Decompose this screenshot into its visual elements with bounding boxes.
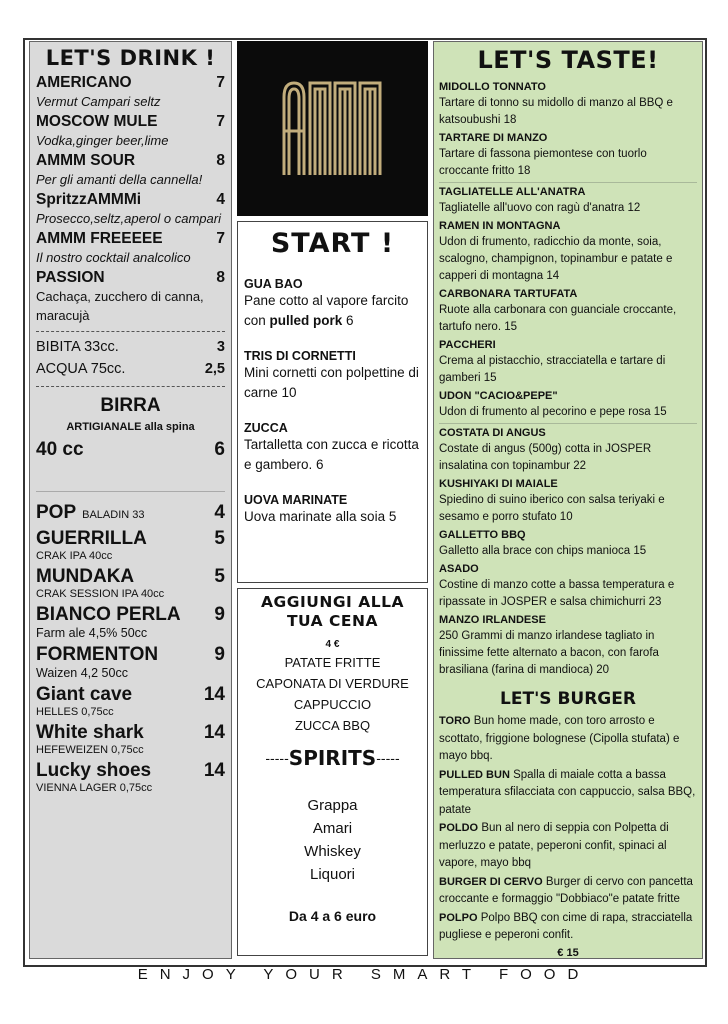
burger-name: POLPO — [439, 911, 478, 924]
cocktail-desc: Prosecco,seltz,aperol o campari — [36, 211, 221, 226]
dish-name: GALLETTO BBQ — [439, 529, 526, 541]
start-item-desc-end: 6 — [342, 313, 354, 328]
bottle-desc: HEFEWEIZEN 0,75cc — [36, 744, 144, 756]
spirits-title: SPIRITS — [288, 746, 377, 770]
dish-desc: Costine di manzo cotte a bassa temperatura e ripassate in JOSPER e salsa chimichurri 23 — [439, 579, 675, 608]
cocktail-name: AMMM FREEEEE — [36, 230, 163, 247]
dish-name: TARTARE DI MANZO — [439, 132, 548, 144]
spirit-item: Grappa — [307, 797, 358, 814]
cocktail-desc: Per gli amanti della cannella! — [36, 172, 203, 187]
bottle-price: 9 — [214, 604, 225, 625]
bottle-name-wrap — [36, 684, 132, 706]
bottle-row — [36, 644, 225, 666]
dish-name: ASADO — [439, 563, 479, 575]
birra-title: BIRRA — [100, 395, 161, 416]
draft-row — [36, 439, 225, 461]
bottle-row — [36, 604, 225, 626]
burger-item — [439, 910, 697, 945]
bottle-price: 14 — [203, 684, 225, 705]
bottle-name: MUNDAKA — [36, 566, 135, 587]
bottle-row — [36, 502, 225, 524]
bottle-tag: BALADIN 33 — [82, 509, 145, 521]
dish-name: UDON "CACIO&PEPE" — [439, 390, 558, 402]
bottle-name: FORMENTON — [36, 644, 159, 665]
bottle-desc: VIENNA LAGER 0,75cc — [36, 782, 153, 794]
dish-desc: Udon di frumento, radicchio da monte, soia, scalogno, champignon, topinambur e patate e capperi di montagna 14 — [439, 236, 673, 282]
cocktail-price: 4 — [216, 191, 225, 208]
burger-name: BURGER DI CERVO — [439, 875, 543, 888]
bottle-name-wrap — [36, 566, 134, 588]
dish-desc: Tartare di fassona piemontese con tuorlo croccante fritto 18 — [439, 148, 647, 177]
bottle-name-wrap — [36, 722, 144, 744]
cocktail-list — [36, 74, 225, 325]
start-item-desc — [244, 507, 421, 527]
dish-desc: Costate di angus (500g) cotta in JOSPER insalatina con topinambur 22 — [439, 443, 652, 472]
dish-desc: Tartare di tonno su midollo di manzo al BBQ e katsoubushi 18 — [439, 97, 673, 126]
bottle-price: 5 — [214, 528, 225, 549]
bottle-price: 14 — [203, 760, 225, 781]
section-divider — [439, 423, 697, 424]
dish-desc: Galletto alla brace con chips manioca 15 — [439, 545, 647, 557]
cocktail-desc: Il nostro cocktail analcolico — [36, 250, 191, 265]
add-item: PATATE FRITTE — [284, 655, 381, 670]
soft-drink-name: ACQUA 75cc. — [36, 361, 126, 377]
taste-title: LET'S TASTE! — [477, 46, 659, 74]
add-title: AGGIUNGI ALLA TUA CENA — [261, 593, 404, 630]
bottle-price: 4 — [214, 502, 225, 523]
bottle-row — [36, 684, 225, 706]
soft-drink-name: BIBITA 33cc. — [36, 339, 119, 355]
drink-panel — [29, 41, 232, 959]
burger-item — [439, 767, 697, 820]
section-divider — [439, 182, 697, 183]
start-item-desc-text: Pane cotto al vapore farcito con — [244, 293, 409, 328]
dish-desc: Spiedino di suino iberico con salsa teriyaki e sesamo e porro stufato 10 — [439, 494, 665, 523]
start-item-name: TRIS DI CORNETTI — [244, 349, 356, 363]
bottle-name-wrap — [36, 760, 151, 782]
burger-name: POLDO — [439, 822, 479, 834]
burger-title: LET'S BURGER — [500, 689, 636, 709]
bottle-row — [36, 722, 225, 744]
soft-drink-price: 2,5 — [204, 361, 225, 377]
dish-name: MIDOLLO TONNATO — [439, 81, 546, 93]
start-item-desc-bold: pulled pork — [269, 313, 343, 328]
cocktail-row — [36, 191, 225, 209]
burger-name: TORO — [439, 715, 471, 727]
soft-drink-row — [36, 358, 225, 380]
draft-size: 40 cc — [36, 439, 84, 460]
dish-desc: Udon di frumento al pecorino e pepe rosa 15 — [439, 406, 667, 418]
start-item-name: GUA BAO — [244, 277, 303, 291]
add-item: ZUCCA BBQ — [294, 718, 371, 733]
start-list — [244, 277, 421, 527]
bottle-name: White shark — [36, 722, 144, 743]
burger-item — [439, 713, 697, 766]
start-item-name: ZUCCA — [244, 421, 288, 435]
burger-desc: Bun al nero di seppia con Polpetta di merluzzo e patate, peperoni confit, spinaci al vapore, mayo bbq — [439, 822, 669, 869]
dash-right: ----- — [376, 752, 400, 767]
spirit-item: Amari — [312, 820, 353, 837]
burger-name: PULLED BUN — [439, 768, 510, 781]
cocktail-desc: Vermut Campari seltz — [36, 94, 161, 109]
add-list — [244, 652, 421, 736]
spirit-item: Liquori — [309, 866, 356, 883]
burger-price: € 15 — [557, 946, 579, 959]
cocktail-price: 7 — [216, 74, 225, 91]
start-item-desc — [244, 363, 421, 403]
dish-desc: Ruote alla carbonara con guanciale croccante, tartufo nero. 15 — [439, 304, 677, 333]
dish-desc: Tagliatelle all'uovo con ragù d'anatra 12 — [439, 202, 641, 214]
bottle-row — [36, 566, 225, 588]
cocktail-name: SpritzzAMMMi — [36, 191, 142, 208]
bottle-name-wrap — [36, 502, 145, 524]
add-panel — [237, 588, 428, 956]
dish-name: MANZO IRLANDESE — [439, 614, 546, 626]
spirits-heading — [244, 746, 421, 770]
bottle-row — [36, 528, 225, 550]
burger-desc: Polpo BBQ con cime di rapa, stracciatella pugliese e peperoni confit. — [439, 911, 693, 941]
bottle-row — [36, 760, 225, 782]
dish-name: PACCHERI — [439, 339, 496, 351]
dashed-divider — [36, 331, 225, 332]
bottle-desc: Waizen 4,2 50cc — [36, 666, 128, 680]
cocktail-price: 7 — [216, 113, 225, 130]
cocktail-row — [36, 230, 225, 248]
bottle-name-wrap — [36, 528, 147, 550]
dish-name: COSTATA DI ANGUS — [439, 427, 546, 439]
birra-subtitle: ARTIGIANALE alla spina — [66, 421, 195, 433]
bottle-name: Giant cave — [36, 684, 133, 705]
cocktail-name: MOSCOW MULE — [36, 113, 158, 130]
bottle-name: POP — [36, 502, 77, 523]
burger-item — [439, 820, 697, 873]
soft-drink-list — [36, 336, 225, 380]
dish-desc: 250 Grammi di manzo irlandese tagliato in finissime fette alternato a bacon, con farofa brasiliana (farina di mandioca) 20 — [439, 630, 659, 676]
dish-name: KUSHIYAKI DI MAIALE — [439, 478, 558, 490]
bottle-desc: CRAK SESSION IPA 40cc — [36, 588, 165, 600]
spirits-list — [244, 794, 421, 886]
cocktail-row — [36, 269, 225, 287]
footer-slogan: ENJOY YOUR SMART FOOD — [137, 966, 591, 983]
divider-line — [36, 491, 225, 492]
add-item: CAPPUCCIO — [293, 697, 372, 712]
burger-desc: Spalla di maiale cotta a bassa temperatura sfilacciata con cappuccio, salsa BBQ, patate — [439, 768, 696, 816]
spirit-item: Whiskey — [304, 843, 361, 860]
burger-desc: Bun home made, con toro arrosto e scottato, friggione bolognese (Cipolla stufata) e mayo bbq. — [439, 715, 680, 762]
start-item-name: UOVA MARINATE — [244, 493, 348, 507]
bottle-beer-list — [36, 502, 225, 794]
bottle-price: 9 — [214, 644, 225, 665]
bottle-name-wrap — [36, 604, 181, 626]
dish-desc: Crema al pistacchio, stracciatella e tartare di gamberi 15 — [439, 355, 666, 384]
dish-name: CARBONARA TARTUFATA — [439, 288, 578, 300]
bottle-desc: HELLES 0,75cc — [36, 706, 114, 718]
start-title: START ! — [270, 228, 395, 259]
logo-panel — [237, 41, 428, 216]
bottle-name-wrap — [36, 644, 158, 666]
start-item-desc-text: Tartalletta con zucca e ricotta e gambero. 6 — [244, 437, 419, 472]
dish-name: RAMEN IN MONTAGNA — [439, 220, 561, 232]
bottle-price: 14 — [203, 722, 225, 743]
cocktail-name: AMERICANO — [36, 74, 132, 91]
bottle-name: GUERRILLA — [36, 528, 147, 549]
cocktail-desc: Cachaça, zucchero di canna, maracujà — [36, 289, 204, 323]
bottle-desc: CRAK IPA 40cc — [36, 550, 113, 562]
cocktail-row — [36, 152, 225, 170]
start-item-desc — [244, 291, 421, 331]
start-panel — [237, 221, 428, 583]
bottle-name: Lucky shoes — [36, 760, 152, 781]
spirits-price-range: Da 4 a 6 euro — [288, 908, 377, 924]
cocktail-name: AMMM SOUR — [36, 152, 136, 169]
soft-drink-price: 3 — [216, 339, 225, 355]
dash-left: ----- — [265, 752, 289, 767]
cocktail-name: PASSION — [36, 269, 105, 286]
cocktail-price: 7 — [216, 230, 225, 247]
soft-drink-row — [36, 336, 225, 358]
cocktail-row — [36, 113, 225, 131]
cocktail-desc: Vodka,ginger beer,lime — [36, 133, 169, 148]
draft-price: 6 — [214, 439, 225, 460]
start-item-desc-text: Mini cornetti con polpettine di carne 10 — [244, 365, 419, 400]
cocktail-price: 8 — [216, 152, 225, 169]
burger-desc: Burger di cervo con pancetta croccante e formaggio "Dobbiaco"e patate fritte — [439, 875, 693, 905]
add-item: CAPONATA DI VERDURE — [256, 676, 409, 691]
add-price: 4 € — [325, 639, 340, 650]
drink-title: LET'S DRINK ! — [45, 46, 216, 70]
cocktail-row — [36, 74, 225, 92]
taste-panel — [433, 41, 703, 959]
taste-list — [439, 80, 697, 679]
bottle-name: BIANCO PERLA — [36, 604, 181, 625]
dish-name: TAGLIATELLE ALL'ANATRA — [439, 186, 586, 198]
burger-item — [439, 874, 697, 909]
cocktail-price: 8 — [216, 269, 225, 286]
start-item-desc — [244, 435, 421, 475]
start-item-desc-text: Uova marinate alla soia 5 — [244, 509, 397, 524]
bottle-desc: Farm ale 4,5% 50cc — [36, 626, 148, 640]
burger-list — [439, 713, 697, 945]
bottle-price: 5 — [214, 566, 225, 587]
dashed-divider — [36, 386, 225, 387]
ammm-logo — [278, 79, 388, 179]
